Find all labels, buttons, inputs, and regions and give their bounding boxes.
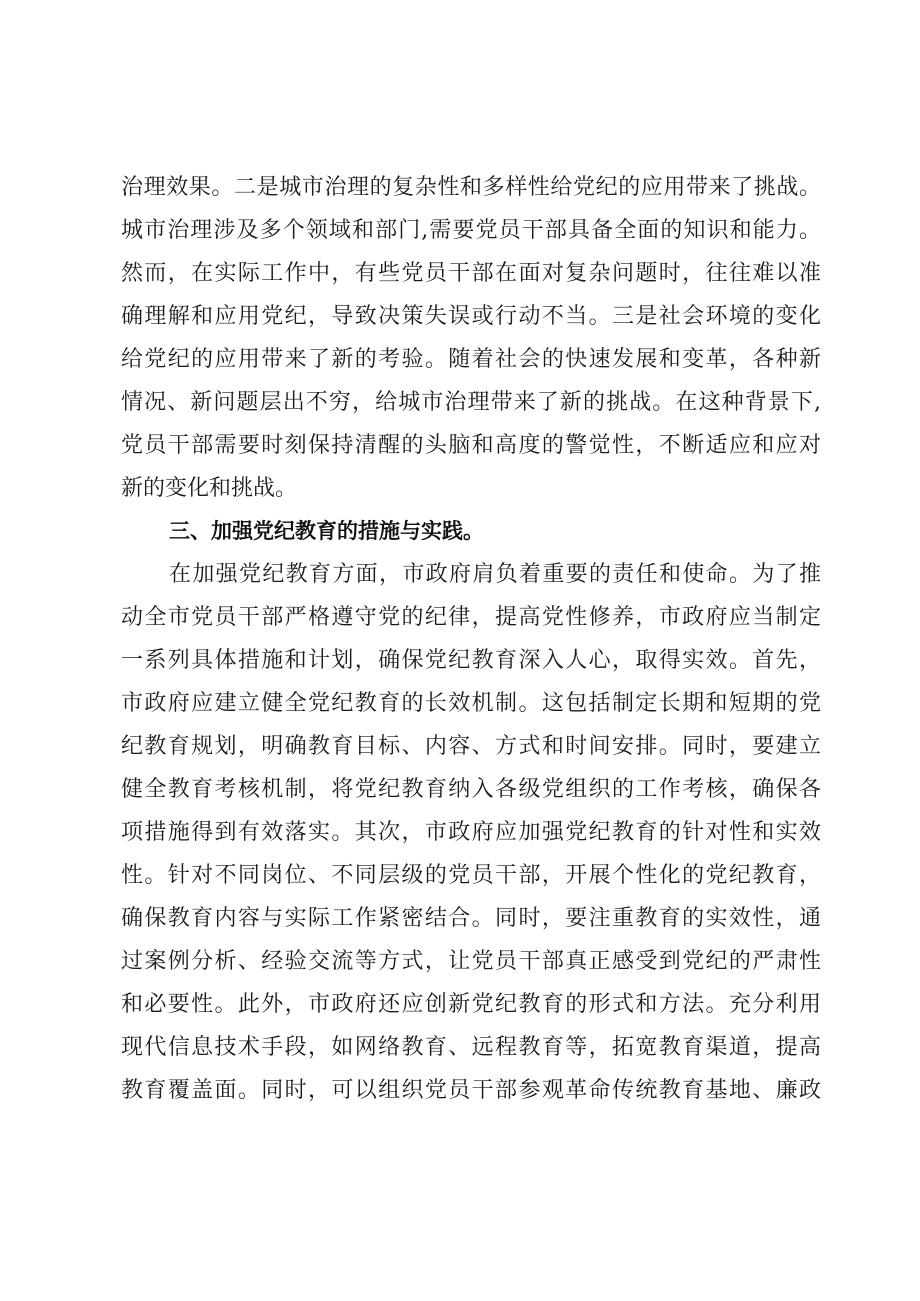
text-line: 在加强党纪教育方面，市政府肩负着重要的责任和使命。为了推 — [169, 562, 821, 587]
text-line: 确保教育内容与实际工作紧密结合。同时，要注重教育的实效性，通 — [121, 906, 821, 931]
text-line: 一系列具体措施和计划，确保党纪教育深入人心，取得实效。首先， — [121, 648, 821, 673]
text-line: 然而，在实际工作中，有些党员干部在面对复杂问题时，往往难以准 — [121, 261, 821, 286]
text-line: 市政府应建立健全党纪教育的长效机制。这包括制定长期和短期的党 — [121, 691, 821, 716]
text-line: 情况、新问题层出不穷，给城市治理带来了新的挑战。在这种背景下, — [121, 390, 821, 415]
text-line: 确理解和应用党纪，导致决策失误或行动不当。三是社会环境的变化 — [121, 304, 821, 329]
document-body — [121, 166, 821, 1112]
text-line: 党员干部需要时刻保持清醒的头脑和高度的警觉性，不断适应和应对 — [121, 433, 821, 458]
text-line: 教育覆盖面。同时，可以组织党员干部参观革命传统教育基地、廉政 — [121, 1078, 821, 1103]
text-line: 纪教育规划，明确教育目标、内容、方式和时间安排。同时，要建立 — [121, 734, 821, 759]
text-line: 动全市党员干部严格遵守党的纪律，提高党性修养，市政府应当制定 — [121, 605, 821, 630]
text-line: 治理效果。二是城市治理的复杂性和多样性给党纪的应用带来了挑战。 — [121, 175, 821, 200]
text-line: 过案例分析、经验交流等方式，让党员干部真正感受到党纪的严肃性 — [121, 949, 821, 974]
text-line: 项措施得到有效落实。其次，市政府应加强党纪教育的针对性和实效 — [121, 820, 821, 845]
text-line: 和必要性。此外，市政府还应创新党纪教育的形式和方法。充分利用 — [121, 992, 821, 1017]
text-line: 给党纪的应用带来了新的考验。随着社会的快速发展和变革，各种新 — [121, 347, 821, 372]
text-line: 健全教育考核机制，将党纪教育纳入各级党组织的工作考核，确保各 — [121, 777, 821, 802]
section-heading: 三、加强党纪教育的措施与实践。 — [169, 519, 484, 543]
paragraph-continuation — [121, 166, 821, 510]
text-line: 城市治理涉及多个领域和部门,需要党员干部具备全面的知识和能力。 — [121, 218, 821, 243]
text-line: 性。针对不同岗位、不同层级的党员干部，开展个性化的党纪教育， — [121, 863, 821, 888]
text-line: 现代信息技术手段，如网络教育、远程教育等，拓宽教育渠道，提高 — [121, 1035, 821, 1060]
paragraph-measures — [121, 553, 821, 1112]
text-line: 新的变化和挑战。 — [121, 476, 298, 501]
